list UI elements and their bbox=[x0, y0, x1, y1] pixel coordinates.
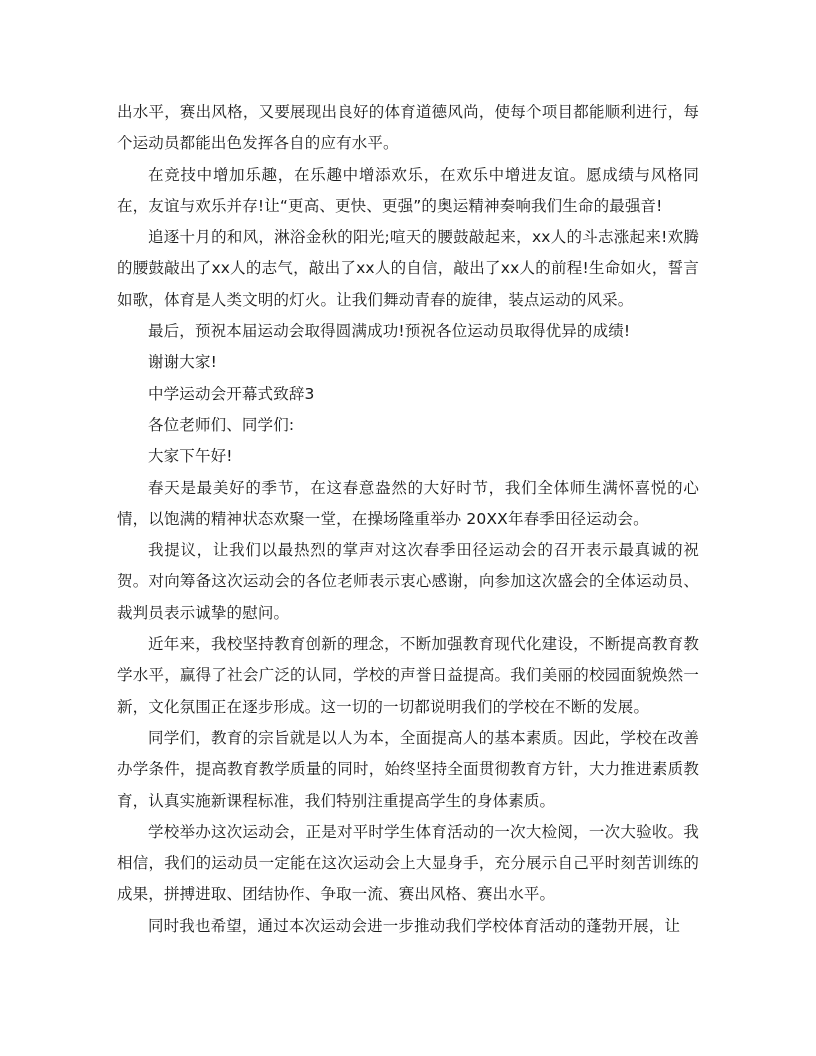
closing-thanks: 谢谢大家! bbox=[148, 353, 217, 372]
paragraph: 我提议，让我们以最热烈的掌声对这次春季田径运动会的召开表示最真诚的祝贺。对向筹备这次运动会的各位老师表示衷心感谢，向参加这次盛会的全体运动员、裁判员表示诚挚的慰问。 bbox=[117, 541, 699, 622]
paragraph: 在竞技中增加乐趣，在乐趣中增添欢乐，在欢乐中增进友谊。愿成绩与风格同在，友谊与欢乐并存!让“更高、更快、更强”的奥运精神奏响我们生命的最强音! bbox=[117, 165, 699, 215]
paragraph-truncated: 同时我也希望，通过本次运动会进一步推动我们学校体育活动的蓬勃开展，让 bbox=[148, 916, 681, 935]
paragraph: 春天是最美好的季节，在这春意盎然的大好时节，我们全体师生满怀喜悦的心情，以饱满的精神状态欢聚一堂，在操场隆重举办 20XX年春季田径运动会。 bbox=[117, 478, 699, 528]
paragraph: 同学们，教育的宗旨就是以人为本，全面提高人的基本素质。因此，学校在改善办学条件，提高教育教学质量的同时，始终坚持全面贯彻教育方针，大力推进素质教育，认真实施新课程标准，我们特别注重提高学生的身体素质。 bbox=[117, 728, 699, 810]
salutation: 各位老师们、同学们: bbox=[148, 415, 295, 434]
paragraph-continuation: 出水平，赛出风格，又要展现出良好的体育道德风尚，使每个项目都能顺利进行，每个运动员都能出色发挥各自的应有水平。 bbox=[117, 103, 699, 153]
greeting: 大家下午好! bbox=[148, 447, 233, 466]
paragraph: 最后，预祝本届运动会取得圆满成功!预祝各位运动员取得优异的成绩! bbox=[148, 322, 631, 341]
document-body bbox=[117, 97, 699, 942]
paragraph: 近年来，我校坚持教育创新的理念，不断加强教育现代化建设，不断提高教育教学水平，赢得了社会广泛的认同，学校的声誉日益提高。我们美丽的校园面貌焕然一新，文化氛围正在逐步形成。这一切的一切都说明我们的学校在不断的发展。 bbox=[117, 635, 699, 716]
paragraph: 追逐十月的和风，淋浴金秋的阳光;喧天的腰鼓敲起来，xx人的斗志涨起来!欢腾的腰鼓敲出了xx人的志气，敲出了xx人的自信，敲出了xx人的前程!生命如火，誓言如歌，体育是人类文明的灯火。让我们舞动青春的旋律，装点运动的风采。 bbox=[117, 228, 699, 309]
section-title: 中学运动会开幕式致辞3 bbox=[148, 384, 315, 403]
paragraph: 学校举办这次运动会，正是对平时学生体育活动的一次大检阅，一次大验收。我相信，我们的运动员一定能在这次运动会上大显身手，充分展示自己平时刻苦训练的成果，拼搏进取、团结协作、争取一流、赛出风格、赛出水平。 bbox=[117, 822, 699, 904]
